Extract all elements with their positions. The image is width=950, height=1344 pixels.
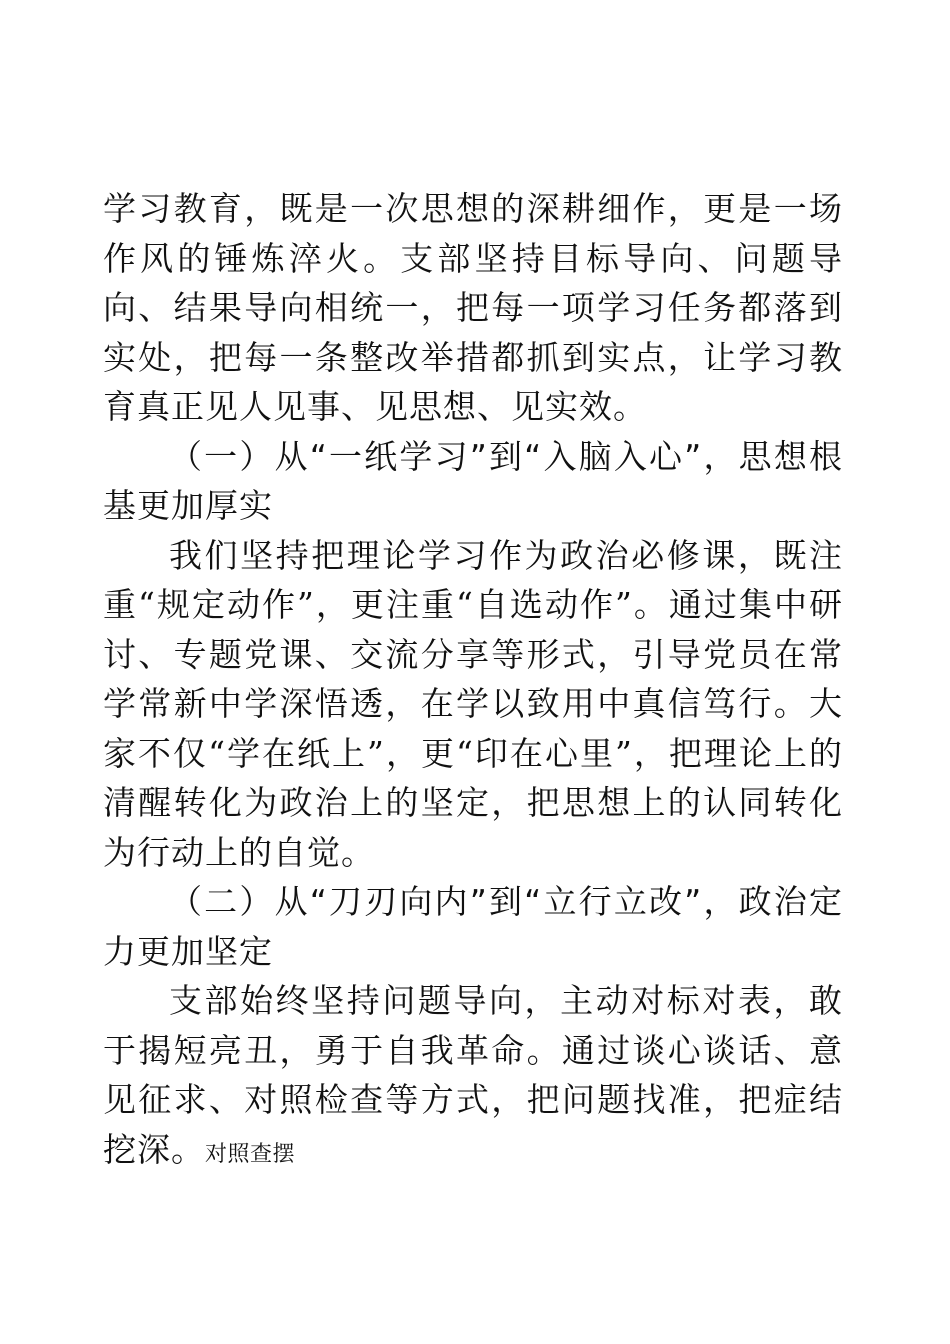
section-1-paragraph: 我们坚持把理论学习作为政治必修课，既注重“规定动作”，更注重“自选动作”。通过集中研讨、专题党课、交流分享等形式，引导党员在常学常新中学深悟透，在学以致用中真信笃行。大家不仅“学在纸上”，更“印在心里”，把理论上的清醒转化为政治上的坚定，把思想上的认同转化为行动上的自觉。 [103,535,843,872]
document-body [103,184,843,1179]
section-2-paragraph [103,976,843,1179]
intro-paragraph: 学习教育，既是一次思想的深耕细作，更是一场作风的锤炼淬火。支部坚持目标导向、问题导向、结果导向相统一，把每一项学习任务都落到实处，把每一条整改举措都抓到实点，让学习教育真正见人见事、见思想、见实效。 [103,189,843,426]
section-2-paragraph-tail: 对照查摆 [205,1141,296,1167]
section-heading-1: （一）从“一纸学习”到“入脑入心”，思想根基更加厚实 [103,436,843,525]
section-2-paragraph-text: 支部始终坚持问题导向，主动对标对表，敢于揭短亮丑，勇于自我革命。通过谈心谈话、意见征求、对照检查等方式，把问题找准，把症结挖深。 [103,981,843,1169]
section-heading-2: （二）从“刀刃向内”到“立行立改”，政治定力更加坚定 [103,882,843,971]
